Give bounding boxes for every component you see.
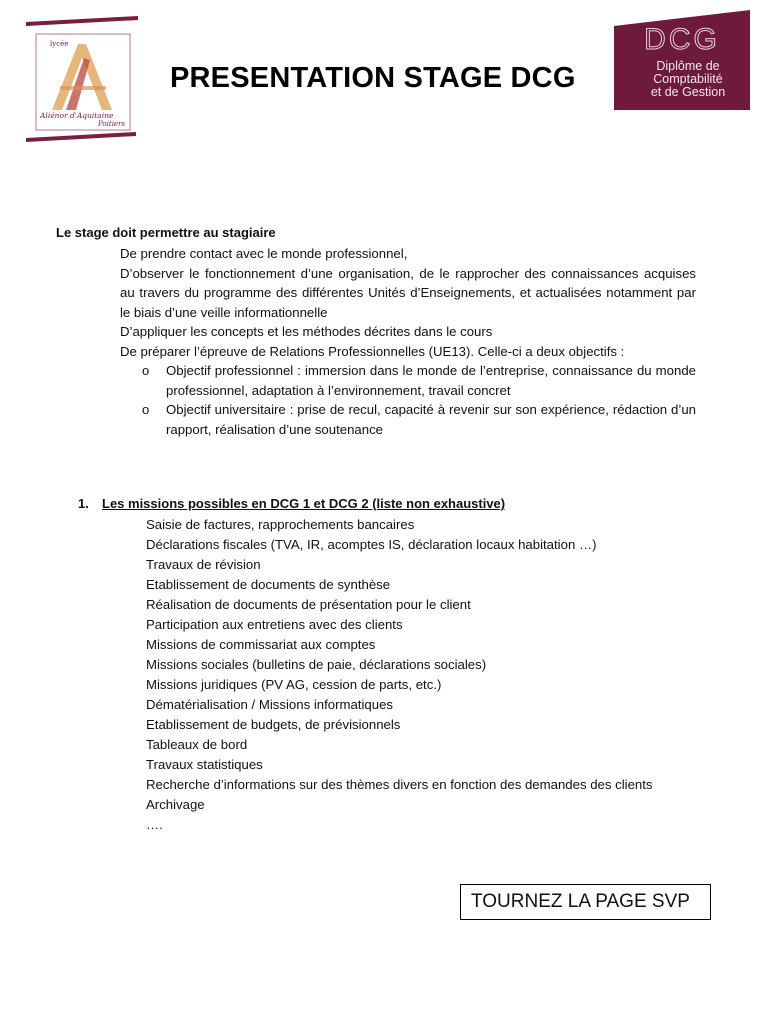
bullet-icon: o	[142, 363, 150, 378]
mission-item: Missions sociales (bulletins de paie, déclarations sociales)	[146, 657, 487, 672]
mission-item: Dématérialisation / Missions informatiques	[146, 697, 393, 712]
missions-list	[146, 515, 653, 835]
lycee-label: lycée	[50, 40, 69, 48]
bullet-icon: o	[142, 402, 150, 417]
objective-text: Objectif universitaire : prise de recul, capacité à revenir sur son expérience, rédaction d’un rapport, réalisation d’une soutenance	[166, 402, 696, 437]
mission-item: Tableaux de bord	[146, 737, 248, 752]
page-title: PRESENTATION STAGE DCG	[170, 62, 576, 94]
intro-item: De préparer l’épreuve de Relations Professionnelles (UE13). Celle-ci a deux objectifs :	[120, 343, 625, 359]
intro-list	[120, 244, 696, 439]
dcg-acronym: DCG	[644, 23, 720, 56]
intro-item: De prendre contact avec le monde professionnel,	[120, 246, 408, 261]
mission-item: Saisie de factures, rapprochements bancaires	[146, 517, 415, 532]
intro-item: D’appliquer les concepts et les méthodes décrites dans le cours	[120, 324, 493, 339]
mission-item: Travaux de révision	[146, 557, 261, 572]
lycee-city: Poitiers	[98, 120, 126, 128]
dcg-logo	[614, 10, 750, 110]
mission-item: Etablissement de budgets, de prévisionnels	[146, 717, 401, 732]
lycee-logo	[22, 14, 140, 144]
intro-item: D’observer le fonctionnement d’une organisation, de le rapprocher des connaissances acquises au travers du programme des différentes Unités d’Enseignements, et actualisées notamment par le biais d’une veille informationnelle	[120, 265, 696, 320]
mission-item: Missions de commissariat aux comptes	[146, 637, 376, 652]
section-heading	[78, 496, 505, 511]
dcg-line1: Diplôme de	[656, 59, 720, 73]
mission-item: Travaux statistiques	[146, 757, 263, 772]
section-number: 1.	[78, 496, 89, 511]
objective-item	[120, 400, 696, 439]
mission-item: Déclarations fiscales (TVA, IR, acomptes IS, déclaration locaux habitation …)	[146, 537, 597, 552]
mission-item: Participation aux entretiens avec des clients	[146, 617, 403, 632]
objective-text: Objectif professionnel : immersion dans le monde de l’entreprise, connaissance du monde professionnel, adaptation à l’environnement, travail concret	[166, 363, 696, 398]
objectives-list	[120, 361, 696, 439]
objective-item	[120, 361, 696, 400]
lycee-name: Aliénor d'Aquitaine	[40, 111, 114, 120]
section-title: Les missions possibles en DCG 1 et DCG 2 (liste non exhaustive)	[102, 496, 506, 511]
mission-item: Missions juridiques (PV AG, cession de parts, etc.)	[146, 677, 442, 692]
mission-item: Etablissement de documents de synthèse	[146, 577, 391, 592]
turn-page-notice: TOURNEZ LA PAGE SVP	[460, 884, 711, 920]
mission-item: Réalisation de documents de présentation pour le client	[146, 597, 471, 612]
dcg-line3: et de Gestion	[650, 85, 726, 99]
intro-heading: Le stage doit permettre au stagiaire	[56, 225, 276, 240]
mission-item: Archivage	[146, 797, 205, 812]
dcg-line2: Comptabilité	[653, 72, 723, 86]
mission-item: Recherche d’informations sur des thèmes divers en fonction des demandes des clients	[146, 777, 653, 792]
mission-item: ….	[146, 817, 163, 832]
